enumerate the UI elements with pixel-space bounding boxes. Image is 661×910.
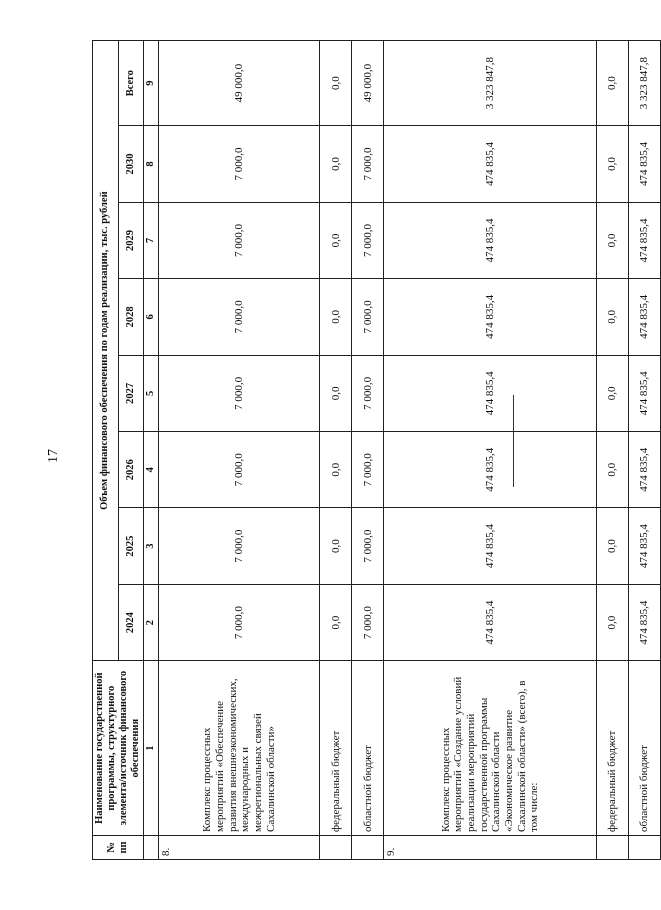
row-year-value: 474 835,4 [384,432,597,508]
row-year-value: 0,0 [320,202,352,278]
row-year-value: 7 000,0 [352,432,384,508]
column-index: 8 [144,126,159,202]
row-total-value: 49 000,0 [352,41,384,126]
header-name: Наименование государственной программы, структурного элемента/источник финансового обеспечения [93,661,144,836]
column-index-row [144,41,159,860]
row-total-value: 0,0 [320,41,352,126]
row-year-value: 474 835,4 [629,355,661,431]
header-row-top [93,41,119,860]
row-number [629,835,661,859]
row-total-value: 0,0 [597,41,629,126]
row-year-value: 0,0 [597,202,629,278]
row-year-value: 474 835,4 [629,279,661,355]
row-year-value: 7 000,0 [159,508,320,584]
row-year-value: 474 835,4 [629,126,661,202]
row-year-value: 474 835,4 [384,279,597,355]
header-year: 2027 [118,355,144,431]
row-year-value: 0,0 [597,508,629,584]
row-year-value: 0,0 [597,584,629,660]
table-row [320,41,352,860]
row-number [320,835,352,859]
row-year-value: 7 000,0 [352,508,384,584]
row-year-value: 474 835,4 [629,202,661,278]
financing-table [92,40,661,860]
row-year-value: 0,0 [320,355,352,431]
row-year-value: 474 835,4 [384,126,597,202]
row-year-value: 7 000,0 [159,355,320,431]
column-index: 6 [144,279,159,355]
row-year-value: 474 835,4 [629,508,661,584]
table-row [597,41,629,860]
row-year-value: 7 000,0 [159,584,320,660]
row-year-value: 474 835,4 [384,584,597,660]
row-number [597,835,629,859]
row-year-value: 0,0 [597,279,629,355]
row-year-value: 0,0 [320,432,352,508]
column-index: 2 [144,584,159,660]
row-name: федеральный бюджет [320,661,352,836]
header-no: № пп [93,835,144,859]
table-row [629,41,661,860]
header-year: 2025 [118,508,144,584]
row-year-value: 0,0 [320,279,352,355]
column-index: 9 [144,41,159,126]
page-number: 17 [46,449,61,463]
row-year-value: 0,0 [320,508,352,584]
row-year-value: 474 835,4 [629,432,661,508]
row-total-value: 3 323 847,8 [629,41,661,126]
row-year-value: 474 835,4 [629,584,661,660]
column-index: 3 [144,508,159,584]
row-year-value: 474 835,4 [384,508,597,584]
row-total-value: 3 323 847,8 [384,41,597,126]
table-row [384,41,597,860]
row-number: 8. [159,835,320,859]
table-body [159,41,661,860]
row-year-value: 0,0 [597,432,629,508]
row-year-value: 7 000,0 [159,279,320,355]
header-total: Всего [118,41,144,126]
row-year-value: 7 000,0 [352,126,384,202]
header-year: 2029 [118,202,144,278]
header-group: Объем финансового обеспечения по годам реализации, тыс. рублей [93,41,119,661]
row-year-value: 0,0 [597,355,629,431]
row-name: Комплекс процессных мероприятий «Создание условий реализации мероприятий государственной программы Сахалинской области «Экономическое развитие Сахалинской области» (всего), в том числе: [384,661,597,836]
row-year-value: 0,0 [320,584,352,660]
row-year-value: 7 000,0 [159,202,320,278]
row-year-value: 7 000,0 [352,202,384,278]
header-year: 2026 [118,432,144,508]
row-total-value: 49 000,0 [159,41,320,126]
row-year-value: 7 000,0 [352,355,384,431]
row-name: областной бюджет [352,661,384,836]
row-name: областной бюджет [629,661,661,836]
row-number: 9. [384,835,597,859]
row-year-value: 7 000,0 [159,126,320,202]
row-year-value: 474 835,4 [384,355,597,431]
header-year: 2028 [118,279,144,355]
row-year-value: 7 000,0 [352,584,384,660]
row-name: Комплекс процессных мероприятий «Обеспечение развития внешнеэкономических, международных и межрегиональных связей Сахалинской области» [159,661,320,836]
row-number [352,835,384,859]
column-index: 4 [144,432,159,508]
table-row [352,41,384,860]
column-index: 5 [144,355,159,431]
header-year: 2024 [118,584,144,660]
row-year-value: 0,0 [320,126,352,202]
row-year-value: 7 000,0 [159,432,320,508]
row-year-value: 474 835,4 [384,202,597,278]
table-row [159,41,320,860]
row-name: федеральный бюджет [597,661,629,836]
rotated-table-container [92,40,651,860]
column-index [144,835,159,859]
row-year-value: 0,0 [597,126,629,202]
header-year: 2030 [118,126,144,202]
column-index: 1 [144,661,159,836]
row-year-value: 7 000,0 [352,279,384,355]
column-index: 7 [144,202,159,278]
